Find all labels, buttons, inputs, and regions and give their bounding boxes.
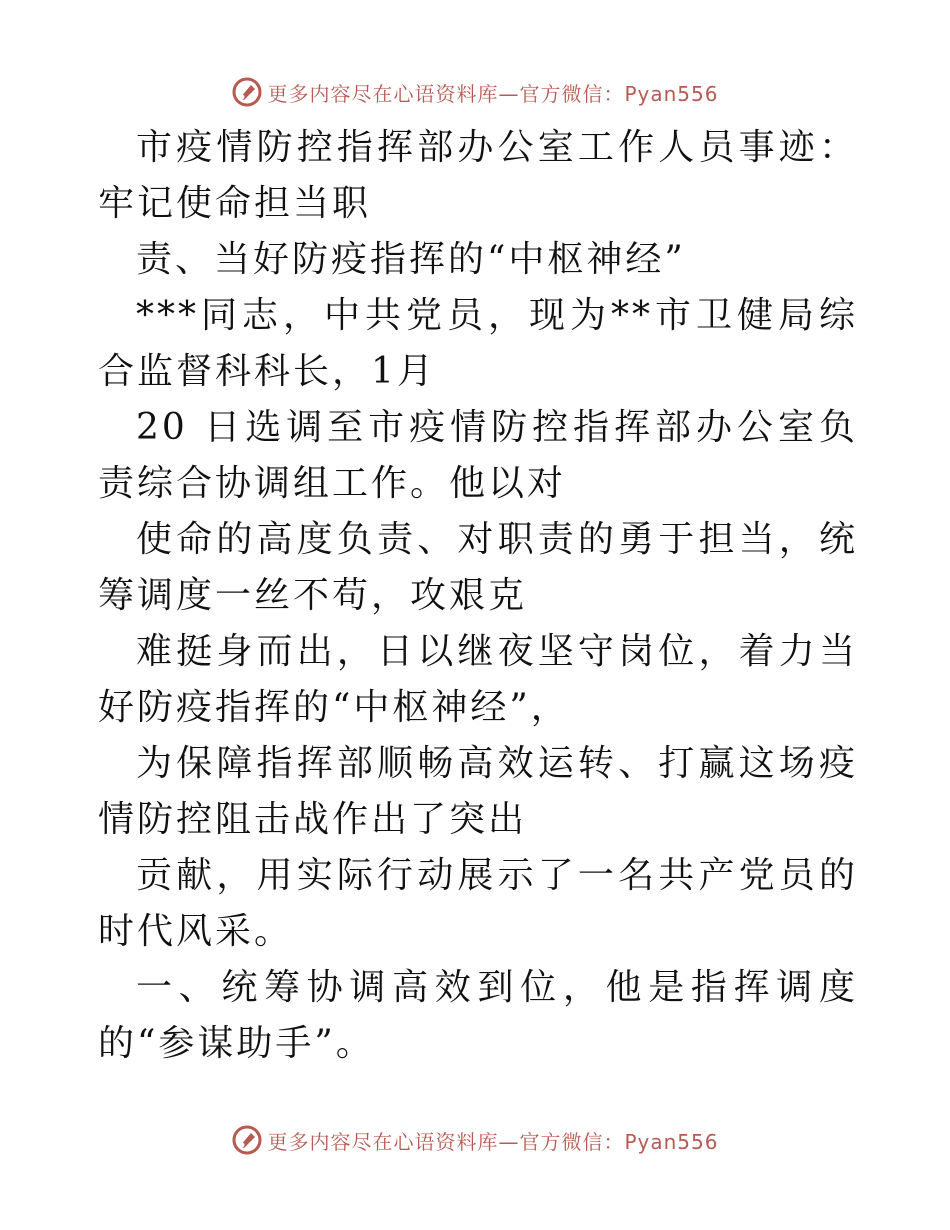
paragraph: 难挺身而出，日以继夜坚守岗位，着力当好防疫指挥的“中枢神经”， [98,631,858,728]
section-heading: 一、统筹协调高效到位，他是指挥调度的“参谋助手”。 [98,967,858,1064]
paragraph: ***同志，中共党员，现为**市卫健局综合监督科科长，1月 [98,295,858,392]
footer-watermark [0,1120,950,1160]
paragraph: 20 日选调至市疫情防控指挥部办公室负责综合协调组工作。他以对 [98,407,858,504]
seal-logo-icon [231,76,263,108]
paragraph: 贡献，用实际行动展示了一名共产党员的时代风采。 [98,855,858,952]
paragraph-title-continued: 责、当好防疫指挥的“中枢神经” [136,239,686,280]
paragraph: 使命的高度负责、对职责的勇于担当，统筹调度一丝不苟，攻艰克 [98,519,858,616]
header-watermark [0,72,950,112]
paragraph: 为保障指挥部顺畅高效运转、打赢这场疫情防控阻击战作出了突出 [98,743,858,840]
paragraph-title: 市疫情防控指挥部办公室工作人员事迹：牢记使命担当职 [98,127,858,224]
watermark-text: 更多内容尽在心语资料库—官方微信：Pyan556 [267,81,719,106]
watermark-text: 更多内容尽在心语资料库—官方微信：Pyan556 [267,1129,719,1154]
seal-logo-icon [231,1124,263,1156]
document-body [98,120,858,1072]
